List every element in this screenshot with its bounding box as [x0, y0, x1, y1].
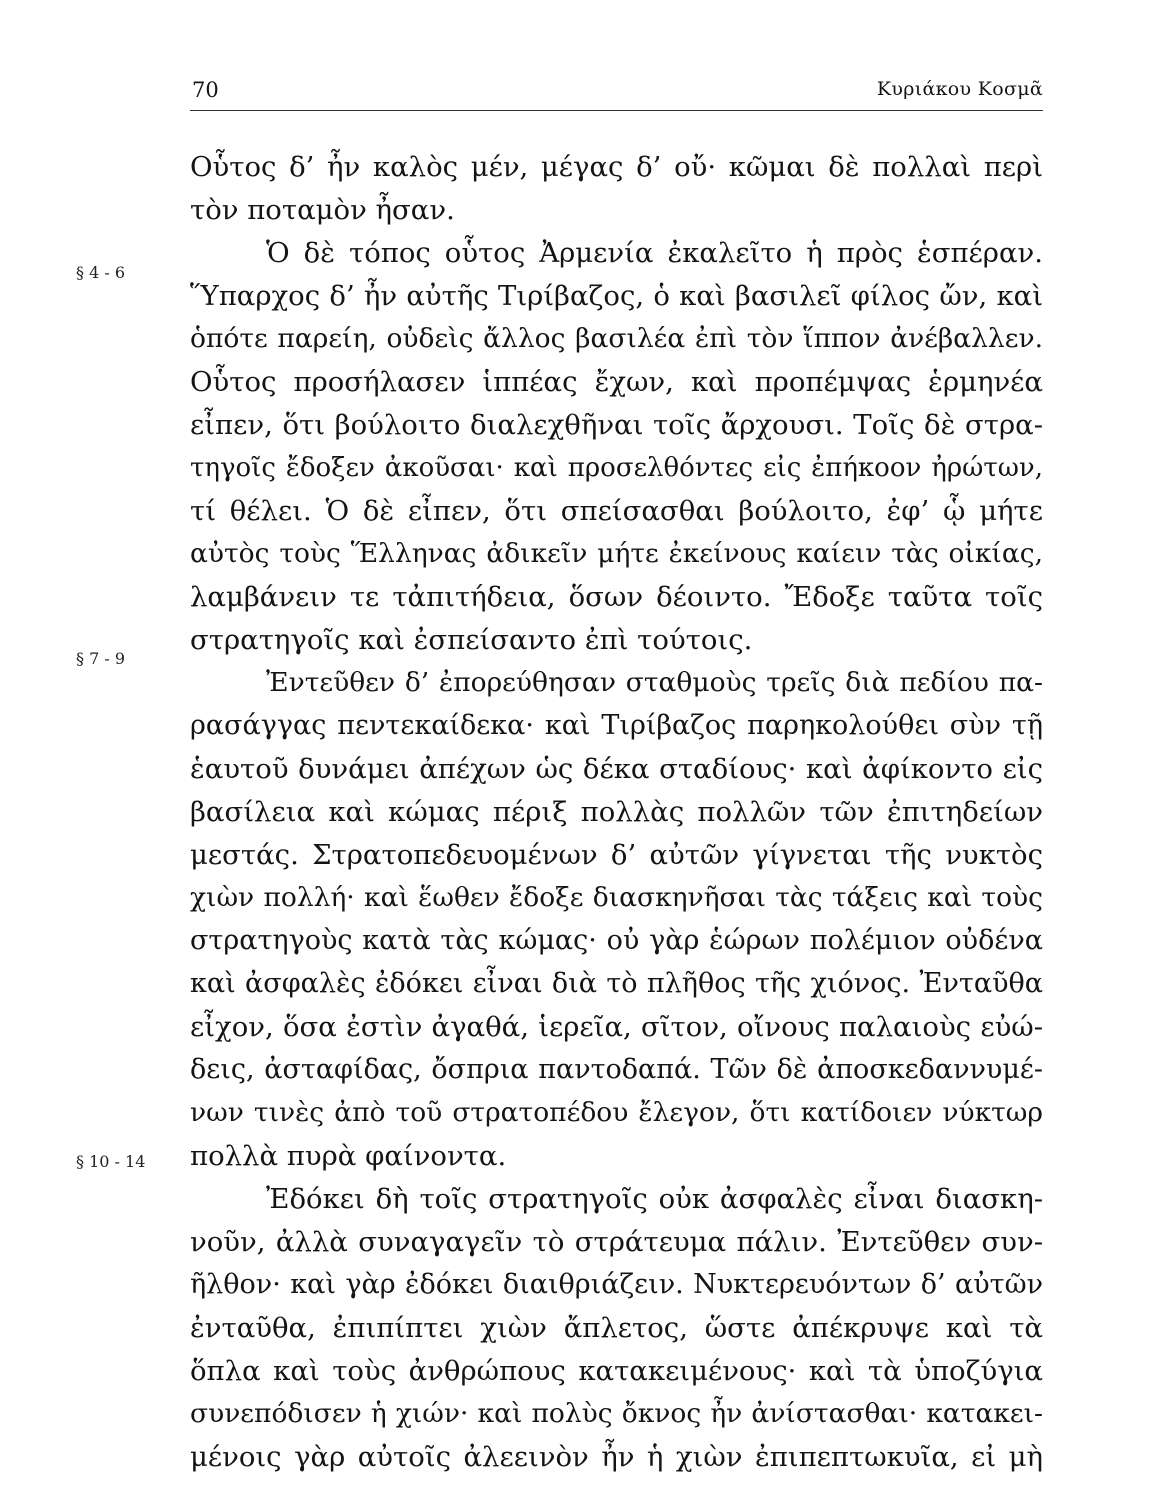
margin-section-ref: § 10 - 14: [76, 1152, 146, 1171]
text-line: ρασάγγας πεντεκαίδεκα· καὶ Τιρίβαζος παρηκολούθει σὺν τῇ: [190, 710, 1043, 741]
text-line: τί θέλει. Ὁ δὲ εἶπεν, ὅτι σπείσασθαι βούλοιτο, ἐφ’ ᾧ μήτε: [190, 495, 1043, 527]
text-line: βασίλεια καὶ κώμας πέριξ πολλὰς πολλῶν τῶν ἐπιτηδείων: [190, 796, 1043, 828]
text-line: στρατηγοὺς κατὰ τὰς κώμας· οὐ γὰρ ἑώρων πολέμιον οὐδένα: [190, 925, 1043, 956]
text-line: δεις, ἀσταφίδας, ὄσπρια παντοδαπά. Τῶν δὲ ἀποσκεδαννυμέ-: [190, 1054, 1043, 1085]
text-line: ἑαυτοῦ δυνάμει ἀπέχων ὡς δέκα σταδίους· καὶ ἀφίκοντο εἰς: [190, 753, 1043, 785]
text-line: μεστάς. Στρατοπεδευομένων δ’ αὐτῶν γίγνεται τῆς νυκτὸς: [190, 839, 1043, 871]
text-line: πολλὰ πυρὰ φαίνοντα.: [190, 1140, 507, 1172]
text-line: Οὗτος δ’ ἦν καλὸς μέν, μέγας δ’ οὔ· κῶμαι δὲ πολλαὶ περὶ: [190, 151, 1043, 183]
text-line: αὐτὸς τοὺς Ἕλληνας ἀδικεῖν μήτε ἐκείνους καίειν τὰς οἰκίας,: [190, 538, 1043, 569]
text-line: τηγοῖς ἔδοξεν ἀκοῦσαι· καὶ προσελθόντες εἰς ἐπήκοον ἠρώτων,: [190, 453, 1043, 483]
text-line: ἐνταῦθα, ἐπιπίπτει χιὼν ἄπλετος, ὥστε ἀπέκρυψε καὶ τὰ: [190, 1312, 1043, 1344]
text-line: λαμβάνειν τε τἀπιτήδεια, ὅσων δέοιντο. Ἔδοξε ταῦτα τοῖς: [190, 581, 1043, 613]
text-line: νοῦν, ἀλλὰ συναγαγεῖν τὸ στράτευμα πάλιν. Ἐντεῦθεν συν-: [190, 1226, 1043, 1258]
running-title: Κυριάκου Κοσμᾶ: [876, 78, 1043, 100]
text-line: μένοις γὰρ αὐτοῖς ἀλεεινὸν ἦν ἡ χιὼν ἐπιπεπτωκυῖα, εἰ μὴ: [190, 1441, 1043, 1473]
margin-section-ref: § 7 - 9: [76, 649, 126, 668]
text-line: εἶπεν, ὅτι βούλοιτο διαλεχθῆναι τοῖς ἄρχουσι. Τοῖς δὲ στρα-: [190, 409, 1043, 441]
text-line: εἶχον, ὅσα ἐστὶν ἀγαθά, ἱερεῖα, σῖτον, οἴνους παλαιοὺς εὐώ-: [190, 1011, 1043, 1043]
text-line: τὸν ποταμὸν ἦσαν.: [190, 194, 455, 226]
text-line: νων τινὲς ἀπὸ τοῦ στρατοπέδου ἔλεγον, ὅτι κατίδοιεν νύκτωρ: [190, 1097, 1043, 1128]
text-line: καὶ ἀσφαλὲς ἐδόκει εἶναι διὰ τὸ πλῆθος τῆς χιόνος. Ἐνταῦθα: [190, 968, 1043, 999]
text-line: Ὕπαρχος δ’ ἦν αὐτῆς Τιρίβαζος, ὁ καὶ βασιλεῖ φίλος ὤν, καὶ: [190, 280, 1043, 312]
text-line: ὁπότε παρείη, οὐδεὶς ἄλλος βασιλέα ἐπὶ τὸν ἵππον ἀνέβαλλεν.: [190, 323, 1043, 354]
text-line: Ἐδόκει δὴ τοῖς στρατηγοῖς οὐκ ἀσφαλὲς εἶναι διασκη-: [266, 1183, 1043, 1215]
running-header: [190, 76, 1043, 111]
page-number: 70: [192, 78, 219, 102]
text-line: Οὗτος προσήλασεν ἱππέας ἔχων, καὶ προπέμψας ἑρμηνέα: [190, 366, 1043, 398]
text-line: Ἐντεῦθεν δ’ ἐπορεύθησαν σταθμοὺς τρεῖς διὰ πεδίου πα-: [266, 667, 1043, 698]
text-line: χιὼν πολλή· καὶ ἕωθεν ἔδοξε διασκηνῆσαι τὰς τάξεις καὶ τοὺς: [190, 882, 1043, 913]
text-line: στρατηγοῖς καὶ ἐσπείσαντο ἐπὶ τούτοις.: [190, 624, 753, 656]
text-line: Ὁ δὲ τόπος οὗτος Ἀρμενία ἐκαλεῖτο ἡ πρὸς ἑσπέραν.: [266, 237, 1043, 269]
text-line: συνεπόδισεν ἡ χιών· καὶ πολὺς ὄκνος ἦν ἀνίστασθαι· κατακει-: [190, 1398, 1043, 1429]
margin-section-ref: § 4 - 6: [76, 263, 126, 282]
text-line: ὅπλα καὶ τοὺς ἀνθρώπους κατακειμένους· καὶ τὰ ὑποζύγια: [190, 1355, 1043, 1387]
text-line: ῆλθον· καὶ γὰρ ἐδόκει διαιθριάζειν. Νυκτερευόντων δ’ αὐτῶν: [190, 1269, 1043, 1300]
